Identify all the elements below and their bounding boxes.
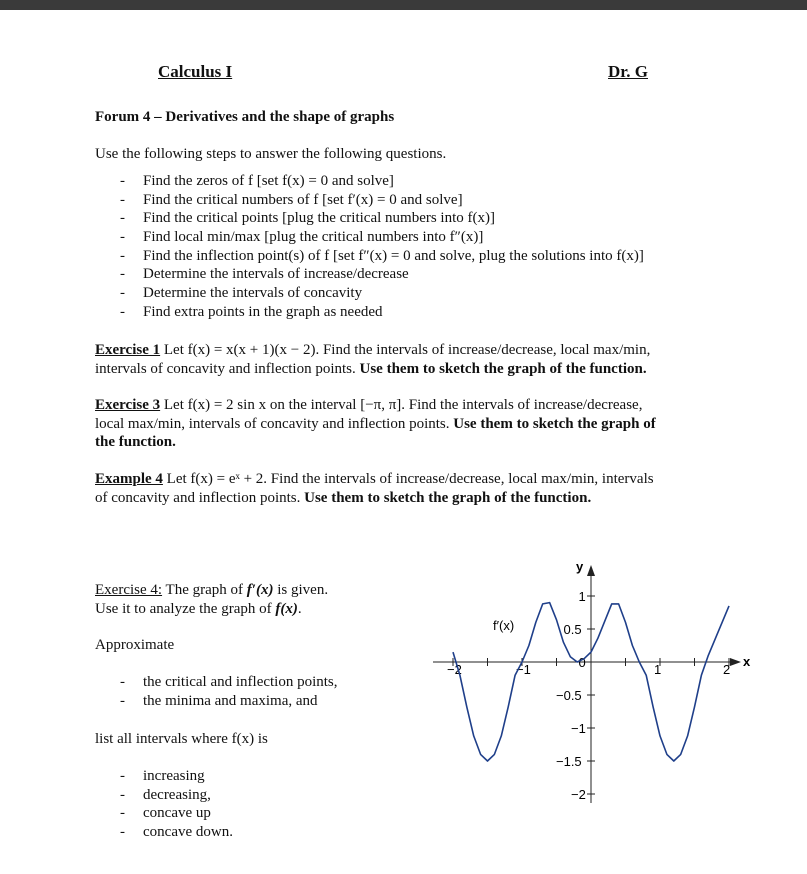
x-tick-label: 1 (654, 662, 662, 677)
list-item: - concave down. (120, 823, 233, 840)
y-tick-label: −1.5 (556, 754, 582, 769)
steps-list (120, 172, 644, 322)
exercise-4-label: Exercise 4: (95, 582, 163, 598)
exercise-1: Exercise 1 Let f(x) = x(x + 1)(x − 2). Find the intervals of increase/decrease, local max/min, intervals of concavity and inflection points. Use them to sketch the graph of the function. (95, 342, 651, 377)
exercise-3: Exercise 3 Let f(x) = 2 sin x on the interval [−π, π]. Find the intervals of increase/decrease, local max/min, intervals of concavity and inflection points. Use them to sketch the graph of the function. (95, 397, 656, 450)
step-item: - Determine the intervals of concavity (120, 285, 363, 302)
approximate-list (120, 673, 338, 710)
x-tick-label: −1 (516, 662, 531, 677)
y-tick-label: 1 (578, 589, 586, 604)
y-axis-label: y (576, 559, 584, 574)
list-item: - the critical and inflection points, (120, 674, 338, 690)
step-item: - Find the zeros of f [set f(x) = 0 and solve] (120, 173, 394, 189)
example-4-label: Example 4 (95, 471, 163, 487)
step-item: - Find the critical points [plug the critical numbers into f(x)] (120, 210, 495, 227)
step-item: - Find local min/max [plug the critical numbers into f″(x)] (120, 229, 484, 246)
y-tick-label: 0 (578, 655, 586, 670)
list-item: - decreasing, (120, 786, 211, 803)
step-item: - Find the inflection point(s) of f [set f″(x) = 0 and solve, plug the solutions into f(x)] (120, 247, 644, 264)
x-axis-arrow (730, 658, 741, 666)
course-title: Calculus I (158, 62, 233, 81)
step-item: - Determine the intervals of increase/decrease (120, 266, 409, 283)
list-item: - concave up (120, 805, 211, 821)
derivative-graph (425, 555, 755, 825)
y-tick-label: −0.5 (556, 688, 582, 703)
exercise-1-label: Exercise 1 (95, 342, 161, 358)
step-item: - Find extra points in the graph as needed (120, 303, 383, 320)
instructor-name: Dr. G (608, 62, 648, 81)
y-tick-label: 0.5 (563, 622, 582, 637)
example-4: Example 4 Let f(x) = eˣ + 2. Find the intervals of increase/decrease, local max/min, intervals of concavity and inflection points. Use them to sketch the graph of the function. (95, 471, 654, 506)
list-intro: list all intervals where f(x) is (95, 731, 268, 747)
y-tick-label: −2 (571, 787, 586, 802)
step-item: - Find the critical numbers of f [set f′(x) = 0 and solve] (120, 191, 463, 208)
x-tick-label: 2 (723, 662, 731, 677)
forum-title: Forum 4 – Derivatives and the shape of graphs (95, 109, 395, 125)
window-top-bar (0, 0, 807, 10)
exercise-4: Exercise 4: The graph of f′(x) is given. Use it to analyze the graph of f(x). (95, 582, 329, 617)
x-axis-label: x (743, 654, 751, 669)
x-tick-label: −2 (447, 662, 462, 677)
curve-label: f′(x) (493, 618, 515, 633)
intervals-list (120, 767, 233, 841)
y-axis-arrow (587, 565, 595, 576)
exercise-3-label: Exercise 3 (95, 397, 161, 413)
list-item: - the minima and maxima, and (120, 692, 318, 709)
list-item: - increasing (120, 768, 205, 784)
intro-text: Use the following steps to answer the following questions. (95, 146, 447, 162)
y-tick-label: −1 (571, 721, 586, 736)
approximate-label: Approximate (95, 637, 175, 653)
